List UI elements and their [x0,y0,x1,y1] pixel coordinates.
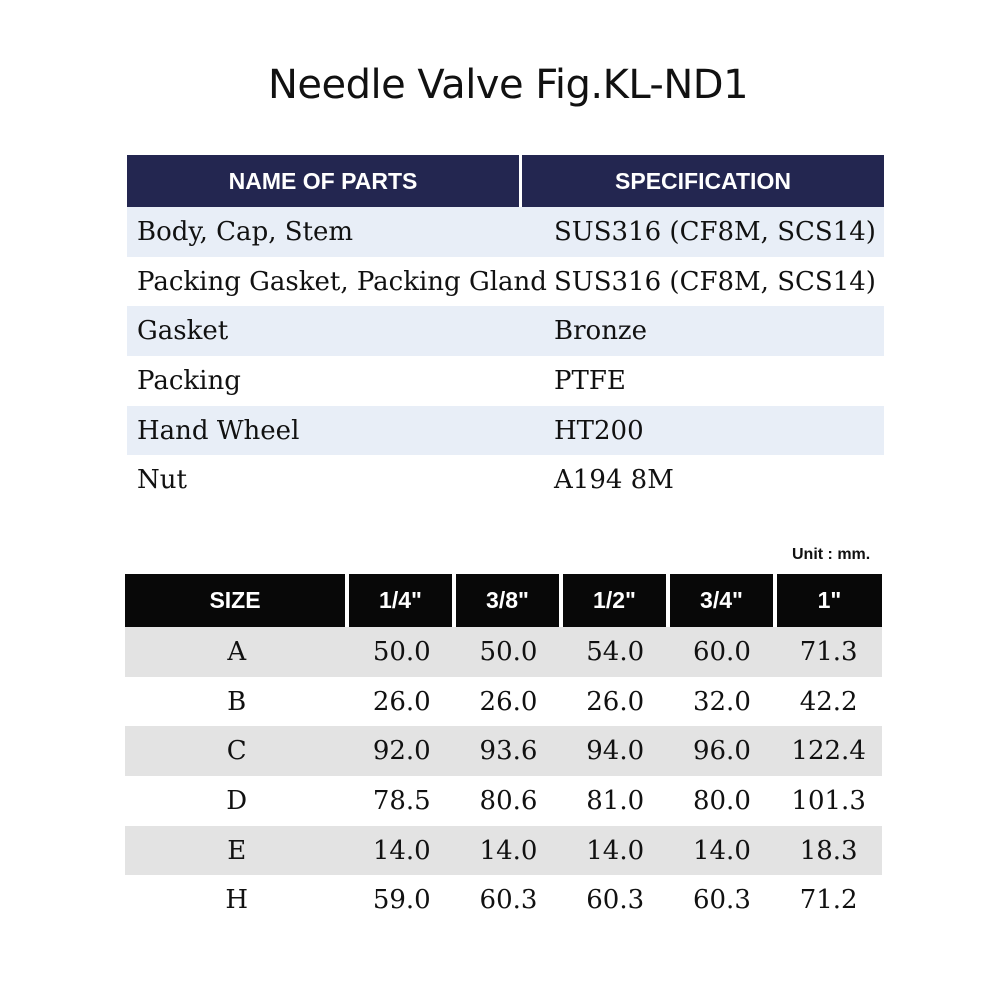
table-cell: 78.5 [372,785,431,816]
table-cell: 14.0 [372,835,431,866]
table-cell: 94.0 [586,736,645,767]
table-row [125,826,882,876]
part-name: Gasket [137,316,229,347]
table-cell: 60.3 [586,885,645,916]
dimension-label: C [226,736,247,767]
parts-table [127,155,884,505]
table-row [127,207,884,257]
table-cell: 14.0 [479,835,538,866]
table-cell: 93.6 [479,736,538,767]
table-cell: 26.0 [372,686,431,717]
part-name: Nut [137,465,187,496]
table-cell: 32.0 [692,686,751,717]
table-row [127,455,884,505]
table-row [125,627,882,677]
table-row [127,257,884,307]
dimension-label: A [227,636,247,667]
table-row [125,875,882,925]
table-row [127,306,884,356]
table-cell: 14.0 [586,835,645,866]
header-size-1-2: 1/2" [563,574,666,627]
dimension-label: D [226,785,248,816]
part-spec: HT200 [554,415,644,446]
table-row [125,776,882,826]
size-table [125,574,882,925]
table-cell: 18.3 [799,835,858,866]
header-name-of-parts: NAME OF PARTS [127,155,522,207]
part-name: Hand Wheel [137,415,300,446]
table-row [127,356,884,406]
table-cell: 122.4 [791,736,866,767]
page-title: Needle Valve Fig.KL-ND1 [267,62,749,108]
part-name: Body, Cap, Stem [137,216,354,247]
table-cell: 42.2 [799,686,858,717]
table-cell: 96.0 [692,736,751,767]
header-size-1-4: 1/4" [349,574,452,627]
header-size-1: 1" [777,574,882,627]
table-cell: 14.0 [692,835,751,866]
unit-label: Unit : mm. [792,546,871,563]
dimension-label: B [227,686,247,717]
part-spec: SUS316 (CF8M, SCS14) [554,216,876,247]
part-spec: Bronze [554,316,648,347]
table-cell: 50.0 [372,636,431,667]
table-cell: 60.0 [692,636,751,667]
size-table-header [125,574,882,627]
table-cell: 80.0 [692,785,751,816]
table-cell: 60.3 [692,885,751,916]
table-cell: 26.0 [479,686,538,717]
header-size-3-8: 3/8" [456,574,559,627]
table-row [125,726,882,776]
dimension-label: H [225,885,249,916]
table-cell: 54.0 [586,636,645,667]
part-spec: SUS316 (CF8M, SCS14) [554,266,876,297]
table-cell: 71.3 [799,636,858,667]
table-cell: 60.3 [479,885,538,916]
table-cell: 50.0 [479,636,538,667]
part-name: Packing Gasket, Packing Gland [137,266,547,297]
part-name: Packing [137,365,241,396]
header-specification: SPECIFICATION [522,155,884,207]
part-spec: A194 8M [554,465,674,496]
table-cell: 101.3 [791,785,866,816]
table-cell: 71.2 [799,885,858,916]
table-cell: 26.0 [586,686,645,717]
header-size-3-4: 3/4" [670,574,773,627]
table-cell: 59.0 [372,885,431,916]
dimension-label: E [227,835,247,866]
table-cell: 92.0 [372,736,431,767]
parts-table-header [127,155,884,207]
part-spec: PTFE [554,365,626,396]
table-row [125,677,882,727]
table-cell: 80.6 [479,785,538,816]
header-size: SIZE [125,574,345,627]
table-row [127,406,884,456]
table-cell: 81.0 [586,785,645,816]
